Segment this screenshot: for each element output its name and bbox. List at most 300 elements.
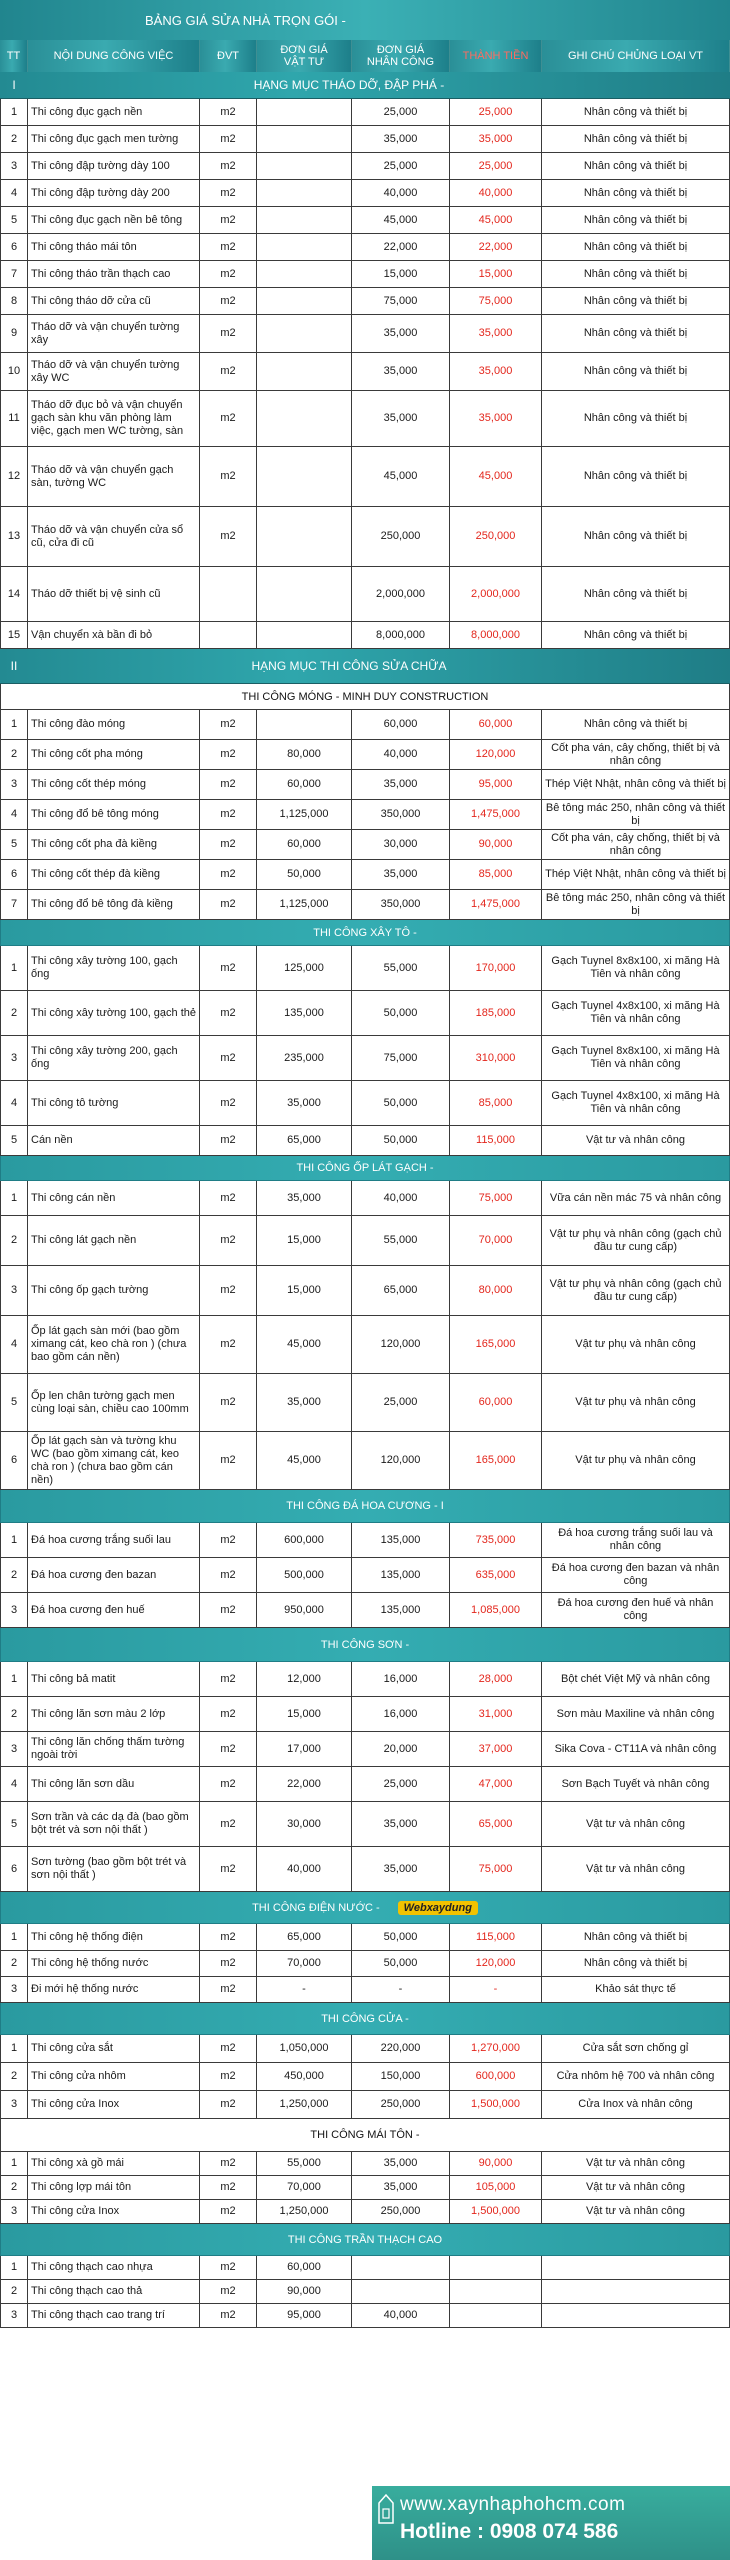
row-labor-price: 45,000 [352, 447, 450, 507]
row-total: 75,000 [450, 1847, 542, 1892]
row-description: Vận chuyển xà bần đi bỏ [28, 622, 200, 649]
row-note: Cửa sắt sơn chống gỉ [542, 2035, 730, 2063]
row-description: Thi công lăn sơn dầu [28, 1767, 200, 1802]
table-row [0, 1977, 730, 2003]
row-total: 40,000 [450, 180, 542, 207]
row-number: 3 [0, 1036, 28, 1081]
row-material-price [257, 710, 352, 740]
row-description: Thi công cán nền [28, 1181, 200, 1216]
table-row [0, 1558, 730, 1593]
row-number: 5 [0, 1374, 28, 1432]
row-note: Nhân công và thiết bị [542, 153, 730, 180]
row-note: Nhân công và thiết bị [542, 234, 730, 261]
row-description: Thi công đập tường dày 100 [28, 153, 200, 180]
row-unit: m2 [200, 447, 257, 507]
table-row [0, 770, 730, 800]
row-unit: m2 [200, 860, 257, 890]
row-total: 635,000 [450, 1558, 542, 1593]
row-description: Tháo dỡ và vận chuyển gạch sàn, tường WC [28, 447, 200, 507]
row-total: 1,270,000 [450, 2035, 542, 2063]
subsection-header [0, 1892, 730, 1924]
row-note: Sơn Bạch Tuyết và nhân công [542, 1767, 730, 1802]
row-description: Thi công cửa Inox [28, 2200, 200, 2224]
row-number: 8 [0, 288, 28, 315]
row-total: 2,000,000 [450, 567, 542, 622]
row-material-price: 35,000 [257, 1374, 352, 1432]
row-number: 1 [0, 710, 28, 740]
row-number: 12 [0, 447, 28, 507]
row-labor-price: 25,000 [352, 1767, 450, 1802]
row-labor-price: 50,000 [352, 1951, 450, 1977]
row-labor-price: 35,000 [352, 860, 450, 890]
row-labor-price: 350,000 [352, 800, 450, 830]
brand-logo: Webxaydung [398, 1901, 478, 1915]
row-unit: m2 [200, 2152, 257, 2176]
row-material-price [257, 180, 352, 207]
row-unit [200, 567, 257, 622]
row-note: Vữa cán nền mác 75 và nhân công [542, 1181, 730, 1216]
table-row [0, 740, 730, 770]
row-unit: m2 [200, 180, 257, 207]
row-note: Vật tư phụ và nhân công (gạch chủ đầu tư cung cấp) [542, 1266, 730, 1316]
row-material-price: - [257, 1977, 352, 2003]
row-total: 60,000 [450, 1374, 542, 1432]
row-description: Thi công xây tường 100, gạch thẻ [28, 991, 200, 1036]
row-description: Thi công tháo mái tôn [28, 234, 200, 261]
row-unit: m2 [200, 1181, 257, 1216]
row-unit: m2 [200, 1847, 257, 1892]
table-row [0, 2304, 730, 2328]
row-total: 28,000 [450, 1662, 542, 1697]
row-description: Thi công cốt pha móng [28, 740, 200, 770]
row-total: 95,000 [450, 770, 542, 800]
subsection-header [0, 1628, 730, 1662]
row-material-price: 45,000 [257, 1316, 352, 1374]
row-total: 165,000 [450, 1316, 542, 1374]
row-number: 1 [0, 1523, 28, 1558]
watermark-banner [372, 2486, 730, 2560]
row-note [542, 2280, 730, 2304]
row-description: Thi công xây tường 200, gạch ống [28, 1036, 200, 1081]
row-material-price: 1,250,000 [257, 2091, 352, 2119]
table-row [0, 1523, 730, 1558]
row-total: 37,000 [450, 1732, 542, 1767]
row-total: 45,000 [450, 207, 542, 234]
row-total: 65,000 [450, 1802, 542, 1847]
row-material-price [257, 234, 352, 261]
row-labor-price: 35,000 [352, 2176, 450, 2200]
row-total: 600,000 [450, 2063, 542, 2091]
table-row [0, 353, 730, 391]
row-number: 3 [0, 1266, 28, 1316]
row-material-price [257, 126, 352, 153]
row-description: Cán nền [28, 1126, 200, 1156]
row-description: Thi công tháo trần thạch cao [28, 261, 200, 288]
row-total: 35,000 [450, 126, 542, 153]
row-unit: m2 [200, 507, 257, 567]
row-labor-price: 65,000 [352, 1266, 450, 1316]
row-material-price: 22,000 [257, 1767, 352, 1802]
row-number: 2 [0, 1216, 28, 1266]
row-material-price: 1,125,000 [257, 890, 352, 920]
row-description: Ốp lát gạch sàn mới (bao gồm ximang cát, keo chà ron ) (chưa bao gồm cán nền) [28, 1316, 200, 1374]
row-labor-price: 75,000 [352, 288, 450, 315]
row-description: Thi công thạch cao trang trí [28, 2304, 200, 2328]
row-number: 5 [0, 207, 28, 234]
row-material-price: 12,000 [257, 1662, 352, 1697]
table-row [0, 1697, 730, 1732]
row-total: 1,085,000 [450, 1593, 542, 1628]
row-note: Nhân công và thiết bị [542, 507, 730, 567]
row-material-price: 135,000 [257, 991, 352, 1036]
row-labor-price: 40,000 [352, 180, 450, 207]
row-note: Gạch Tuynel 4x8x100, xi măng Hà Tiên và nhân công [542, 1081, 730, 1126]
row-description: Thi công đục gạch nền [28, 99, 200, 126]
row-material-price: 70,000 [257, 2176, 352, 2200]
table-row [0, 153, 730, 180]
row-unit: m2 [200, 1951, 257, 1977]
row-material-price: 35,000 [257, 1181, 352, 1216]
table-row [0, 1593, 730, 1628]
row-labor-price: 50,000 [352, 991, 450, 1036]
row-description: Thi công thạch cao nhựa [28, 2256, 200, 2280]
row-unit: m2 [200, 2200, 257, 2224]
row-unit: m2 [200, 1802, 257, 1847]
row-total: 25,000 [450, 153, 542, 180]
column-header: TT [0, 40, 28, 72]
row-total: 1,500,000 [450, 2091, 542, 2119]
row-material-price: 65,000 [257, 1126, 352, 1156]
table-row [0, 2152, 730, 2176]
table-row [0, 567, 730, 622]
row-note: Vật tư và nhân công [542, 1126, 730, 1156]
subsection-header [0, 684, 730, 710]
row-number: 5 [0, 830, 28, 860]
row-description: Đi mới hệ thống nước [28, 1977, 200, 2003]
row-number: 1 [0, 1662, 28, 1697]
row-labor-price: 22,000 [352, 234, 450, 261]
row-labor-price: 45,000 [352, 207, 450, 234]
row-note: Vật tư phụ và nhân công [542, 1374, 730, 1432]
table-row [0, 1036, 730, 1081]
row-unit: m2 [200, 153, 257, 180]
row-labor-price: 250,000 [352, 2200, 450, 2224]
row-description: Thi công xà gồ mái [28, 2152, 200, 2176]
subsection-title: THI CÔNG ĐIỆN NƯỚC - [252, 1901, 380, 1914]
row-unit: m2 [200, 315, 257, 353]
row-labor-price: 35,000 [352, 391, 450, 447]
row-note: Sơn màu Maxiline và nhân công [542, 1697, 730, 1732]
row-number: 6 [0, 1847, 28, 1892]
row-total: 1,475,000 [450, 800, 542, 830]
table-row [0, 234, 730, 261]
table-row [0, 1662, 730, 1697]
price-table [0, 40, 730, 2328]
row-unit: m2 [200, 1432, 257, 1490]
row-number: 2 [0, 1558, 28, 1593]
row-description: Thi công cửa sắt [28, 2035, 200, 2063]
row-unit: m2 [200, 991, 257, 1036]
row-total: 85,000 [450, 1081, 542, 1126]
row-labor-price: 35,000 [352, 1847, 450, 1892]
row-unit: m2 [200, 2176, 257, 2200]
row-labor-price: 75,000 [352, 1036, 450, 1081]
row-number: 1 [0, 1924, 28, 1951]
row-note: Cửa nhôm hệ 700 và nhân công [542, 2063, 730, 2091]
table-row [0, 1802, 730, 1847]
row-material-price [257, 447, 352, 507]
subsection-title: THI CÔNG CỬA - [321, 2012, 409, 2025]
table-row [0, 180, 730, 207]
row-total: 1,475,000 [450, 890, 542, 920]
row-description: Thi công tháo dỡ cửa cũ [28, 288, 200, 315]
row-labor-price: 135,000 [352, 1558, 450, 1593]
row-total: 60,000 [450, 710, 542, 740]
row-unit: m2 [200, 1767, 257, 1802]
row-total: 35,000 [450, 353, 542, 391]
row-description: Thi công lợp mái tôn [28, 2176, 200, 2200]
row-unit: m2 [200, 2304, 257, 2328]
table-row [0, 2091, 730, 2119]
row-total: 85,000 [450, 860, 542, 890]
table-row [0, 1732, 730, 1767]
row-labor-price: 35,000 [352, 315, 450, 353]
row-labor-price: 35,000 [352, 1802, 450, 1847]
table-row [0, 622, 730, 649]
row-description: Sơn tường (bao gồm bột trét và sơn nội thất ) [28, 1847, 200, 1892]
row-unit: m2 [200, 353, 257, 391]
row-total: 310,000 [450, 1036, 542, 1081]
row-total: 170,000 [450, 946, 542, 991]
row-unit: m2 [200, 1036, 257, 1081]
row-description: Tháo dỡ thiết bị vệ sinh cũ [28, 567, 200, 622]
row-material-price [257, 288, 352, 315]
row-unit: m2 [200, 1924, 257, 1951]
row-number: 4 [0, 1081, 28, 1126]
row-note: Nhân công và thiết bị [542, 1924, 730, 1951]
row-unit: m2 [200, 1126, 257, 1156]
table-row [0, 890, 730, 920]
section-number: II [10, 659, 18, 673]
row-total: 8,000,000 [450, 622, 542, 649]
subsection-header [0, 2224, 730, 2256]
table-row [0, 1432, 730, 1490]
row-description: Thi công cửa Inox [28, 2091, 200, 2119]
row-note: Nhân công và thiết bị [542, 710, 730, 740]
row-labor-price: 135,000 [352, 1593, 450, 1628]
row-material-price: 17,000 [257, 1732, 352, 1767]
row-unit: m2 [200, 2280, 257, 2304]
row-description: Thi công cốt thép móng [28, 770, 200, 800]
table-row [0, 1924, 730, 1951]
row-note: Gạch Tuynel 4x8x100, xi măng Hà Tiên và nhân công [542, 991, 730, 1036]
row-number: 4 [0, 1767, 28, 1802]
row-labor-price: 30,000 [352, 830, 450, 860]
subsection-header [0, 2003, 730, 2035]
row-material-price: 80,000 [257, 740, 352, 770]
table-row [0, 2200, 730, 2224]
row-labor-price [352, 2256, 450, 2280]
row-number: 1 [0, 946, 28, 991]
row-labor-price: 35,000 [352, 2152, 450, 2176]
row-number: 11 [0, 391, 28, 447]
row-number: 1 [0, 1181, 28, 1216]
column-header: NỘI DUNG CÔNG VIỆC [28, 40, 200, 72]
table-row [0, 860, 730, 890]
watermark-hotline: Hotline : 0908 074 586 [400, 2520, 619, 2543]
row-note: Nhân công và thiết bị [542, 622, 730, 649]
row-material-price: 70,000 [257, 1951, 352, 1977]
row-labor-price: 50,000 [352, 1126, 450, 1156]
row-labor-price: 40,000 [352, 2304, 450, 2328]
row-unit: m2 [200, 2063, 257, 2091]
row-labor-price: 150,000 [352, 2063, 450, 2091]
row-description: Thi công cửa nhôm [28, 2063, 200, 2091]
row-number: 3 [0, 1593, 28, 1628]
section-number: I [12, 78, 16, 92]
row-note: Vật tư và nhân công [542, 2200, 730, 2224]
row-total: 165,000 [450, 1432, 542, 1490]
row-unit: m2 [200, 1316, 257, 1374]
row-total: 90,000 [450, 2152, 542, 2176]
row-number: 5 [0, 1126, 28, 1156]
row-note: Nhân công và thiết bị [542, 180, 730, 207]
row-unit: m2 [200, 1523, 257, 1558]
row-material-price: 15,000 [257, 1697, 352, 1732]
row-note: Gạch Tuynel 8x8x100, xi măng Hà Tiên và nhân công [542, 946, 730, 991]
subsection-title: THI CÔNG ỐP LÁT GẠCH - [296, 1162, 434, 1174]
table-header [0, 40, 730, 72]
row-note: Nhân công và thiết bị [542, 1951, 730, 1977]
row-number: 6 [0, 1432, 28, 1490]
row-unit: m2 [200, 1266, 257, 1316]
section-header [0, 649, 730, 684]
table-row [0, 1081, 730, 1126]
row-unit: m2 [200, 99, 257, 126]
row-material-price: 15,000 [257, 1216, 352, 1266]
row-material-price [257, 507, 352, 567]
row-note: Cửa Inox và nhân công [542, 2091, 730, 2119]
table-row [0, 1316, 730, 1374]
row-number: 3 [0, 2091, 28, 2119]
row-labor-price: 2,000,000 [352, 567, 450, 622]
table-row [0, 126, 730, 153]
row-total: 105,000 [450, 2176, 542, 2200]
column-header: ĐƠN GIÁ VẬT TƯ [257, 40, 352, 72]
row-number: 2 [0, 2280, 28, 2304]
row-labor-price: 25,000 [352, 153, 450, 180]
row-unit: m2 [200, 1593, 257, 1628]
table-row [0, 1374, 730, 1432]
row-note: Sika Cova - CT11A và nhân công [542, 1732, 730, 1767]
row-note: Cốt pha ván, cây chống, thiết bị và nhân công [542, 830, 730, 860]
row-description: Thi công bả matit [28, 1662, 200, 1697]
row-description: Thi công cốt pha đà kiềng [28, 830, 200, 860]
row-number: 9 [0, 315, 28, 353]
row-total: 22,000 [450, 234, 542, 261]
table-row [0, 207, 730, 234]
row-material-price: 500,000 [257, 1558, 352, 1593]
subsection-header [0, 920, 730, 946]
page-title [0, 0, 730, 40]
row-labor-price: 50,000 [352, 1081, 450, 1126]
row-unit: m2 [200, 126, 257, 153]
table-row [0, 507, 730, 567]
row-unit: m2 [200, 740, 257, 770]
table-row [0, 261, 730, 288]
table-row [0, 710, 730, 740]
row-number: 3 [0, 2200, 28, 2224]
row-material-price: 95,000 [257, 2304, 352, 2328]
row-material-price [257, 153, 352, 180]
row-description: Tháo dỡ và vận chuyển tường xây WC [28, 353, 200, 391]
row-unit: m2 [200, 710, 257, 740]
subsection-title: THI CÔNG XÂY TÔ - [313, 926, 417, 939]
row-note: Vật tư và nhân công [542, 2176, 730, 2200]
table-row [0, 2063, 730, 2091]
row-material-price: 1,250,000 [257, 2200, 352, 2224]
row-labor-price: 250,000 [352, 507, 450, 567]
house-logo-icon [378, 2494, 394, 2524]
row-note: Gạch Tuynel 8x8x100, xi măng Hà Tiên và nhân công [542, 1036, 730, 1081]
row-labor-price: 60,000 [352, 710, 450, 740]
table-row [0, 830, 730, 860]
row-note: Vật tư phụ và nhân công [542, 1432, 730, 1490]
row-note: Đá hoa cương trắng suối lau và nhân công [542, 1523, 730, 1558]
row-material-price [257, 391, 352, 447]
row-description: Thi công thạch cao thả [28, 2280, 200, 2304]
row-number: 2 [0, 2176, 28, 2200]
table-row [0, 288, 730, 315]
row-number: 1 [0, 2256, 28, 2280]
row-material-price [257, 567, 352, 622]
row-number: 3 [0, 2304, 28, 2328]
row-description: Thi công hệ thống nước [28, 1951, 200, 1977]
row-number: 15 [0, 622, 28, 649]
row-description: Thi công đục gạch nền bê tông [28, 207, 200, 234]
row-note: Nhân công và thiết bị [542, 99, 730, 126]
table-row [0, 1266, 730, 1316]
row-material-price: 60,000 [257, 830, 352, 860]
row-unit: m2 [200, 2091, 257, 2119]
row-description: Thi công đục gạch men tường [28, 126, 200, 153]
row-note: Nhân công và thiết bị [542, 288, 730, 315]
row-note: Nhân công và thiết bị [542, 315, 730, 353]
row-labor-price: 35,000 [352, 770, 450, 800]
row-total: 115,000 [450, 1126, 542, 1156]
row-number: 3 [0, 770, 28, 800]
row-description: Thi công xây tường 100, gạch ống [28, 946, 200, 991]
row-description: Thi công đổ bê tông đà kiềng [28, 890, 200, 920]
row-labor-price: 35,000 [352, 126, 450, 153]
row-unit: m2 [200, 830, 257, 860]
column-header: THÀNH TIỀN [450, 40, 542, 72]
row-note: Vật tư và nhân công [542, 1847, 730, 1892]
row-number: 3 [0, 1732, 28, 1767]
row-unit: m2 [200, 1216, 257, 1266]
row-description: Tháo dỡ đục bỏ và vận chuyển gạch sàn khu văn phòng làm việc, gạch men WC tường, sàn [28, 391, 200, 447]
row-note: Bê tông mác 250, nhân công và thiết bị [542, 890, 730, 920]
row-material-price [257, 315, 352, 353]
row-total: 35,000 [450, 391, 542, 447]
row-description: Ốp len chân tường gạch men cùng loại sàn, chiều cao 100mm [28, 1374, 200, 1432]
row-material-price [257, 353, 352, 391]
row-description: Thi công lăn chống thấm tường ngoài trời [28, 1732, 200, 1767]
row-total: 15,000 [450, 261, 542, 288]
row-material-price: 125,000 [257, 946, 352, 991]
row-note: Khảo sát thực tế [542, 1977, 730, 2003]
row-unit: m2 [200, 1374, 257, 1432]
